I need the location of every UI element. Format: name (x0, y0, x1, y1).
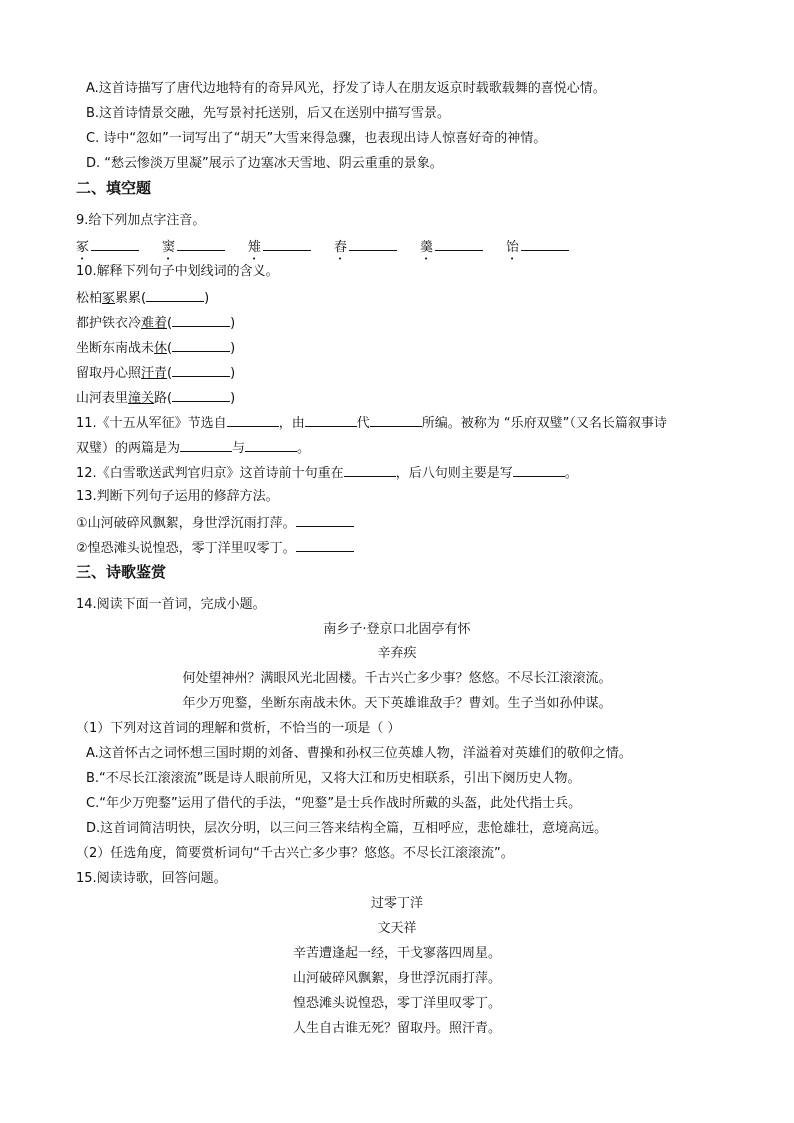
q13-text: ①山河破碎风飘絮，身世浮沉雨打萍。 (76, 516, 296, 531)
q10-text: ) (230, 391, 236, 406)
q10-underlined-word: 冢 (102, 291, 116, 306)
q9-pinyin-row (76, 236, 596, 263)
q9-item (248, 236, 334, 263)
q15-poem-line: 辛苦遭逢起一经，干戈寥落四周星。 (292, 946, 501, 961)
q11-text: 11.《十五从军征》节选自 (76, 416, 227, 431)
answer-blank[interactable] (521, 237, 569, 251)
q11-line1 (76, 413, 667, 433)
answer-blank[interactable] (344, 463, 396, 477)
q9-char: 羹 (420, 240, 434, 255)
answer-blank[interactable] (513, 463, 565, 477)
answer-blank[interactable] (349, 237, 397, 251)
q11-text: 与 (232, 441, 246, 456)
answer-blank[interactable] (227, 413, 279, 427)
q8-option-c: C. 诗中“忽如”一词写出了“胡天”大雪来得急骤，也表现出诗人惊喜好奇的神情。 (86, 131, 547, 146)
q12-text: 12.《白雪歌送武判官归京》这首诗前十句重在 (76, 466, 344, 481)
q8-option-b: B.这首诗情景交融，先写景衬托送别，后又在送别中描写雪景。 (86, 106, 451, 121)
q14-sub1: （1）下列对这首词的理解和赏析，不恰当的一项是（ ） (76, 721, 401, 736)
answer-blank[interactable] (180, 438, 232, 452)
q11-text: 所编。被称为 “乐府双璧”（又名长篇叙事诗 (421, 416, 667, 431)
section-title-poetry: 三、诗歌鉴赏 (76, 563, 167, 581)
q10-text: 山河表里 (76, 391, 129, 406)
q12-line (76, 463, 578, 483)
q9-item (420, 236, 506, 263)
q14-poem-title: 南乡子·登京口北固亭有怀 (323, 622, 471, 637)
q14-poem-line: 何处望神州？满眼风光北固楼。千古兴亡多少事？悠悠。不尽长江滚滚流。 (182, 671, 612, 686)
q11-text: 双璧）的两篇是为 (76, 441, 181, 456)
q13-text: ②惶恐滩头说惶恐，零丁洋里叹零丁。 (76, 541, 296, 556)
q9-char: 舂 (334, 240, 348, 255)
q10-underlined-word: 潼关 (128, 391, 155, 406)
q13-item (76, 513, 354, 533)
q15-poem-line: 山河破碎风飘絮，身世浮沉雨打萍。 (292, 971, 501, 986)
answer-blank[interactable] (305, 413, 357, 427)
answer-blank[interactable] (370, 413, 422, 427)
q9-item (162, 236, 248, 263)
answer-blank[interactable] (245, 438, 297, 452)
q14-option-a: A.这首怀古之词怀想三国时期的刘备、曹操和孙权三位英雄人物，洋溢着对英雄们的敬仰之情。 (86, 746, 632, 761)
answer-blank[interactable] (91, 237, 139, 251)
q11-text: 代 (356, 416, 370, 431)
q13-item (76, 538, 354, 558)
q11-text: 。 (297, 441, 311, 456)
q10-text: 留取丹心照 (76, 366, 142, 381)
q14-option-c: C.“年少万兜鍪”运用了借代的手法，“兜鍪”是士兵作战时所戴的头盔，此处代指士兵。 (86, 796, 582, 811)
q10-text: ) (230, 316, 236, 331)
q12-text: ，后八句则主要是写 (395, 466, 513, 481)
q10-text: ) (230, 341, 236, 356)
answer-blank[interactable] (435, 237, 483, 251)
q10-text: 路( (154, 391, 173, 406)
q10-text: 坐断东南战未 (76, 341, 155, 356)
q14-sub2: （2）任选角度，简要赏析词句“千古兴亡多少事？悠悠。不尽长江滚滚流”。 (76, 846, 514, 861)
q10-text: ) (204, 291, 210, 306)
q8-option-a: A.这首诗描写了唐代边地特有的奇异风光，抒发了诗人在朋友返京时载歌载舞的喜悦心情。 (86, 81, 606, 96)
q14-poem-author: 辛弃疾 (377, 646, 417, 661)
q10-item (76, 288, 209, 308)
q8-option-d: D. “愁云惨淡万里凝”展示了边塞冰天雪地、阴云重重的景象。 (86, 156, 443, 171)
q10-item (76, 388, 235, 408)
q10-item (76, 363, 235, 383)
q10-text: 都护铁衣冷 (76, 316, 142, 331)
q10-underlined-word: 难着 (141, 316, 168, 331)
q10-item (76, 313, 235, 333)
answer-blank[interactable] (146, 288, 204, 302)
answer-blank[interactable] (296, 513, 354, 527)
q10-prompt: 10.解释下列句子中划线词的含义。 (76, 264, 279, 279)
q15-poem-line: 人生自古谁无死？留取丹。照汗青。 (292, 1021, 501, 1036)
q9-char: 雉 (248, 240, 262, 255)
q14-prompt: 14.阅读下面一首词，完成小题。 (76, 597, 266, 612)
q15-poem-author: 文天祥 (377, 921, 417, 936)
answer-blank[interactable] (172, 338, 230, 352)
q9-char: 冢 (76, 240, 90, 255)
q9-char: 饴 (506, 240, 520, 255)
answer-blank[interactable] (263, 237, 311, 251)
q10-text: 松柏 (76, 291, 103, 306)
q10-text: ( (167, 341, 173, 356)
q14-poem-line: 年少万兜鍪，坐断东南战未休。天下英雄谁敌手？曹刘。生子当如孙仲谋。 (182, 696, 612, 711)
q9-char: 窦 (162, 240, 176, 255)
q11-line2 (76, 438, 310, 458)
answer-blank[interactable] (296, 538, 354, 552)
q9-prompt: 9.给下列加点字注音。 (76, 213, 206, 228)
q10-item (76, 338, 235, 358)
q13-prompt: 13.判断下列句子运用的修辞方法。 (76, 489, 279, 504)
q10-text: ( (167, 366, 173, 381)
answer-blank[interactable] (177, 237, 225, 251)
q10-text: ( (167, 316, 173, 331)
section-title-fill-blank: 二、填空题 (76, 179, 152, 197)
q10-underlined-word: 汗青 (141, 366, 168, 381)
q14-option-b: B.“不尽长江滚滚流”既是诗人眼前所见，又将大江和历史相联系，引出下阕历史人物。 (86, 771, 581, 786)
answer-blank[interactable] (172, 363, 230, 377)
answer-blank[interactable] (172, 388, 230, 402)
q10-text: ) (230, 366, 236, 381)
q10-text: 累累( (115, 291, 147, 306)
q10-underlined-word: 休 (154, 341, 168, 356)
answer-blank[interactable] (172, 313, 230, 327)
q15-poem-title: 过零丁洋 (370, 896, 423, 911)
q14-option-d: D.这首词简洁明快，层次分明，以三问三答来结构全篇，互相呼应，悲怆雄壮，意境高远。 (86, 821, 608, 836)
q15-poem-line: 惶恐滩头说惶恐，零丁洋里叹零丁。 (292, 996, 501, 1011)
q9-item (76, 236, 162, 263)
q11-text: ，由 (278, 416, 305, 431)
q12-text: 。 (564, 466, 578, 481)
q9-item (506, 236, 592, 263)
q9-item (334, 236, 420, 263)
q15-prompt: 15.阅读诗歌，回答问题。 (76, 871, 227, 886)
